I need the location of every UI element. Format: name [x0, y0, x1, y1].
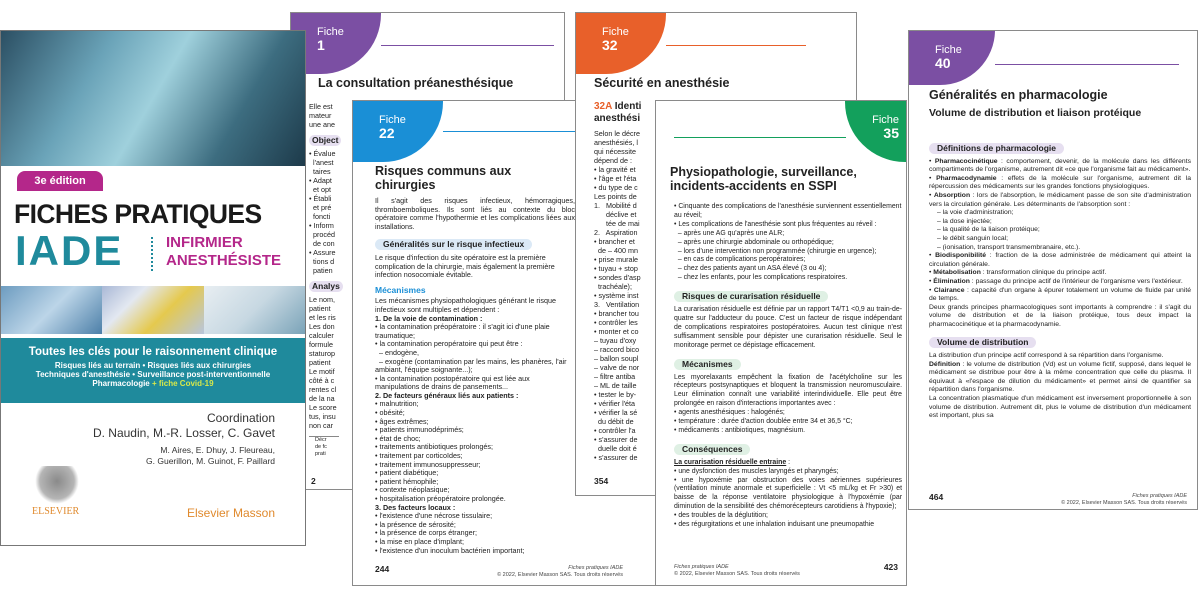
text-line: • Inform: [309, 221, 334, 230]
definition: : capacité d'un organe à épurer totalement un volume de fluide par unité de temps.: [929, 286, 1191, 303]
footer-book: Fiches pratiques IADE: [1132, 493, 1187, 499]
elsevier-tree-logo: [35, 466, 79, 504]
text-line: et les ris: [309, 313, 336, 322]
text-line: – ballon soupl: [594, 354, 639, 363]
text-line: procéd: [309, 230, 335, 239]
photo-operating-room: [1, 286, 102, 334]
text-line: • traitement immunosuppresseur;: [375, 459, 481, 469]
text-line: – raccord bico: [594, 345, 640, 354]
text-line: Les myorelaxants empêchent la fixation de l'acétylcholine sur les récepteurs postsynaptiques et bloquent la transmission neuromusculaire. Leur élimination connaît une variabilité interindividuelle. Elle peut être prolongée en raison d'interactions importantes avec :: [674, 373, 902, 408]
text-line: • vérifier la sé: [594, 408, 638, 417]
edition-badge: 3e édition: [17, 171, 103, 191]
page-title: Physiopathologie, surveillance, incidents-accidents en SSPI: [670, 165, 857, 193]
cover-title: FICHES PRATIQUES: [14, 199, 262, 229]
dotted-divider: [151, 237, 153, 271]
text-line: prati: [315, 451, 326, 457]
authors: G. Guerillon, M. Guinot, F. Paillard: [146, 456, 275, 466]
fiche-label: Fiche: [872, 114, 899, 126]
text-line: de con: [309, 239, 335, 248]
footer-copyright: © 2022, Elsevier Masson SAS. Tous droits réservés: [674, 571, 800, 577]
text-line: La distribution d'un principe actif correspond à sa répartition dans l'organisme.: [929, 352, 1164, 360]
coordinators: D. Naudin, M.-R. Losser, C. Gavet: [92, 426, 275, 440]
subtitle-line: ANESTHÉSISTE: [166, 252, 282, 269]
text-line: Les don: [309, 322, 335, 331]
footer-book: Fiches pratiques IADE: [568, 565, 623, 571]
text-line: Décr: [315, 437, 327, 443]
text-line: Selon le décre: [594, 129, 640, 138]
text-line: – chez les enfants, pour les complications respiratoires.: [674, 274, 848, 282]
text-line: La concentration plasmatique d'un médicament est inversement proportionnelle à son volume de distribution. Autrement dit, plus le volume de distribution d'un médicament est important, plus sa: [929, 395, 1191, 420]
page-footer: [463, 565, 623, 579]
fiche-label: Fiche: [379, 114, 406, 126]
text-line: – (ionisation, transport transmembranaire, etc.).: [937, 243, 1081, 251]
term: Pharmacocinétique: [934, 157, 998, 165]
text-line: – endogène,: [375, 347, 419, 357]
text-line: • s'assurer de: [594, 453, 638, 462]
text-line: • vérifier l'éta: [594, 399, 636, 408]
fiche-number: 22: [379, 125, 395, 141]
text-line: • une dysfonction des muscles laryngés et pharyngés;: [674, 467, 839, 475]
text-line: trachéale);: [594, 282, 632, 291]
band-line: Techniques d'anesthésie • Surveillance post-interventionnelle: [35, 370, 271, 379]
fiche-tab: [576, 12, 666, 74]
fiche-label: Fiche: [935, 44, 962, 56]
footer-copyright: © 2022, Elsevier Masson SAS. Tous droits réservés: [1061, 500, 1187, 506]
text-line: • patients immunodéprimés;: [375, 425, 464, 435]
page-number: 244: [375, 564, 390, 574]
text-line: – la voie d'administration;: [937, 209, 1014, 217]
text-line: • contrôler l'a: [594, 426, 636, 435]
text-line: • s'assurer de: [594, 435, 638, 444]
text-line: et pré: [309, 203, 332, 212]
definition-item: • Absorption : lors de l'absorption, le médicament passe de son site d'administration vers la circulation générale. Les déterminants de l'absorption sont :: [929, 191, 1191, 208]
section-heading: [594, 101, 641, 125]
publisher-name: Elsevier Masson: [186, 506, 275, 520]
text-line: • brancher tou: [594, 309, 639, 318]
definition: : le volume de distribution (Vd) est un volume fictif, supposé, dans lequel le médicament se distribue pour être à la même concentration que celle du plasma. Il équivaut à «l'espace de dilution du médicament» et permet ainsi de quantifier sa répartition dans l'organisme.: [929, 360, 1191, 394]
section-title: Identi: [614, 101, 642, 112]
band-line: Risques liés au terrain • Risques liés aux chirurgies: [54, 361, 252, 370]
text-line: • contexte néoplasique;: [375, 485, 450, 495]
text-line: [674, 459, 902, 468]
text-line: – la dose injectée;: [937, 217, 992, 225]
definition-item: • Pharmacodynamie : effets de la molécule sur l'organisme, autrement dit la répercussion des médicaments sur les grandes fonctions physiologiques.: [929, 174, 1191, 191]
text-line: 1. De la voie de contamination :: [375, 313, 483, 323]
fiche-tab: [353, 100, 443, 162]
section-heading: Analys: [309, 281, 343, 292]
text-line: • l'existence d'un inoculum bactérien important;: [375, 545, 525, 555]
text-line: côté à c: [309, 376, 335, 385]
text-line: • température : durée d'action doublée entre 34 et 36,5 °C;: [674, 418, 853, 426]
definition-item: • Pharmacocinétique : comportement, devenir, de la molécule dans les différents compartiments de l'organisme, autrement dit «ce que l'organisme fait au médicament».: [929, 157, 1191, 174]
text-line: l'anest: [309, 158, 334, 167]
band-title: Toutes les clés pour le raisonnement clinique: [28, 346, 278, 358]
text-line: • patient hémophile;: [375, 476, 439, 486]
section-heading: Conséquences: [674, 444, 750, 455]
header-rule: [666, 45, 806, 46]
text-line: rentes cl: [309, 385, 337, 394]
text-line: Deux grands principes pharmacologiques sont importants à comprendre : il s'agit du volume de distribution et de la liaison protéique, tous deux impact la pharmacocinétique et la pharmacodynamie.: [929, 303, 1191, 328]
fiche-number: 1: [317, 37, 325, 53]
text-line: • la présence de sérosité;: [375, 519, 456, 529]
section-heading: Définitions de pharmacologie: [929, 143, 1064, 154]
text-line: et opt: [309, 185, 331, 194]
text-line: • l'âge et l'éta: [594, 174, 637, 183]
text-line: dépend de :: [594, 156, 632, 165]
footer-book: Fiches pratiques IADE: [674, 564, 729, 570]
text-line: Le score: [309, 403, 337, 412]
cover-subtitle: [166, 234, 281, 270]
text-line: • âges extrêmes;: [375, 416, 429, 426]
term: Absorption: [933, 191, 971, 199]
subheading: Mécanismes: [375, 284, 426, 295]
text-line: • la contamination peropératoire qui peut être :: [375, 339, 523, 349]
page-body: [674, 203, 902, 530]
text-line: qui nécessite: [594, 147, 636, 156]
text-line: duelle doit é: [594, 444, 637, 453]
section-heading: Mécanismes: [674, 359, 741, 370]
text-line: • traitement par corticoïdes;: [375, 451, 463, 461]
text-line: – filtre antiba: [594, 372, 636, 381]
text-line: • contrôler les: [594, 318, 638, 327]
text-line: Le nom,: [309, 295, 335, 304]
text-line: taires: [309, 167, 331, 176]
text-line: • prise murale: [594, 255, 639, 264]
text-line: – lors d'une intervention non programmée (chirurgie en urgence);: [674, 247, 877, 255]
text-line: 1. Mobilité d: [594, 201, 637, 210]
page-title: Sécurité en anesthésie: [594, 76, 730, 90]
page-body: [929, 135, 1191, 421]
text-line: • obésité;: [375, 408, 405, 418]
text-line: Les points de: [594, 192, 637, 201]
band-line: [1, 379, 305, 388]
text-line: tions d: [309, 257, 335, 266]
photo-syringe: [204, 286, 305, 334]
text-line: • brancher et: [594, 237, 635, 246]
page-title: Risques communs aux chirurgies: [375, 164, 512, 192]
footer-copyright: © 2022, Elsevier Masson SAS. Tous droits réservés: [497, 572, 623, 578]
text-line: Elle est: [309, 102, 333, 111]
text-line: • traitements antibiotiques prolongés;: [375, 442, 493, 452]
text-line: • Assure: [309, 248, 336, 257]
text-line: – le débit sanguin local;: [937, 234, 1009, 242]
text-line: • tuyau + stop: [594, 264, 638, 273]
band-covid: + fiche Covid-19: [152, 379, 214, 388]
header-rule: [674, 137, 846, 138]
text-line: • la mise en place d'implant;: [375, 536, 464, 546]
coordination-block: [93, 411, 275, 467]
text-line: une ane: [309, 120, 335, 129]
text-line: • médicaments : antibiotiques, magnésium.: [674, 426, 806, 434]
definition: : lors de l'absorption, le médicament passe de son site d'administration vers la circulation générale. Les déterminants de l'absorption sont :: [929, 191, 1191, 208]
text-line: Le motif: [309, 367, 335, 376]
text-line: 2. Aspiration: [594, 228, 638, 237]
text-line: • Les complications de l'anesthésie sont plus fréquentes au réveil :: [674, 220, 877, 228]
text-line: • système inst: [594, 291, 639, 300]
text-line: de fc: [315, 444, 327, 450]
text-line: 2. De facteurs généraux liés aux patients :: [375, 390, 519, 400]
cover-photo-surgeons: [1, 31, 305, 166]
text-line: – tuyau d'oxy: [594, 336, 637, 345]
section-heading: Généralités sur le risque infectieux: [375, 239, 532, 250]
text-line: • malnutrition;: [375, 399, 419, 409]
text-line: de – 400 mn: [594, 246, 638, 255]
band-pharmacologie: Pharmacologie: [92, 379, 150, 388]
page-fiche-40: [908, 30, 1198, 510]
text-line: • du type de c: [594, 183, 638, 192]
text-line: patien: [309, 266, 333, 275]
text-line: • des régurgitations et une inhalation induisant une pneumopathie: [674, 521, 875, 529]
text-line: • patient diabétique;: [375, 468, 439, 478]
page-number: 423: [883, 562, 898, 572]
term: Métabolisation: [933, 269, 981, 277]
text-line: – valve de nor: [594, 363, 640, 372]
definition: : effets de la molécule sur l'organisme, autrement dit la répercussion des médicaments sur les grandes fonctions physiologiques.: [929, 174, 1191, 191]
authors: M. Aires, E. Dhuy, J. Fleureau,: [160, 445, 275, 455]
text-line: – la qualité de la liaison protéique;: [937, 226, 1040, 234]
text-line: • l'existence d'une nécrose tissulaire;: [375, 511, 493, 521]
coordination-label: Coordination: [206, 411, 275, 425]
text-line: • Évalue: [309, 149, 336, 158]
text-line: • Adapt: [309, 176, 332, 185]
section-heading: Object: [309, 135, 341, 146]
text-line: patient: [309, 358, 331, 367]
text-line: staturop: [309, 349, 335, 358]
text-line: – ML de taille: [594, 381, 637, 390]
cover-title-iade: IADE: [15, 227, 124, 274]
page-number: 2: [311, 476, 316, 486]
text-line: tus, insu: [309, 412, 336, 421]
text-line: • la contamination postopératoire qui est liée aux manipulations de drains de pansements...: [375, 373, 532, 392]
term: Définition: [929, 360, 961, 368]
definition-item: • Métabolisation : transformation clinique du principe actif.: [929, 269, 1107, 277]
text-line: 3. Ventilation: [594, 300, 640, 309]
text-line: tée de mai: [594, 219, 640, 228]
page-number: 354: [594, 476, 609, 486]
text-line: • la contamination préopératoire : il s'agit ici d'une plaie traumatique;: [375, 322, 552, 340]
fiche-number: 32: [602, 37, 618, 53]
section-code: 32A: [594, 101, 612, 112]
footnote: [309, 436, 339, 458]
text-line: du débit de: [594, 417, 634, 426]
text-line: calculer: [309, 331, 334, 340]
definition: : passage du principe actif de l'intérieur de l'organisme vers l'extérieur.: [969, 277, 1183, 285]
definition-item: • Biodisponibilité : fraction de la dose administrée de médicament qui atteint la circulation générale.: [929, 252, 1191, 268]
text-line: Le risque d'infection du site opératoire est la première complication de la chirurgie, mais également la première infection nosocomiale évitable.: [375, 252, 555, 280]
text-line: – exogène (contamination par les mains, les phanères, l'air ambiant, l'équipe soignante...);: [375, 356, 569, 375]
text-line: • la présence de corps étranger;: [375, 528, 478, 538]
page-footer: [674, 564, 834, 578]
text-line: déclive et: [594, 210, 637, 219]
fiche-tab: [845, 100, 907, 162]
section-heading: Volume de distribution: [929, 337, 1036, 348]
definition-item: • Clairance : capacité d'un organe à épurer totalement un volume de fluide par unité de temps.: [929, 286, 1191, 303]
header-rule: [381, 45, 554, 46]
term: Biodisponibilité: [935, 252, 987, 260]
page-title: Généralités en pharmacologie: [929, 88, 1108, 102]
text-line: 3. Des facteurs locaux :: [375, 502, 456, 512]
fiche-label: Fiche: [602, 26, 629, 38]
text-line: • une hypoxémie par obstruction des voies aériennes supérieures (ventilation minute anormale et superficielle : Vt <5 mL/kg et Fr >30) et baisse de la réponse ventilatoire physiologique à l'hypoxémie (par diminution de la sensibilité des chémorécepteurs carotidiens à l'hypoxie);: [674, 476, 902, 511]
elsevier-logo-text: ELSEVIER: [32, 506, 80, 517]
page-subtitle: Volume de distribution et liaison protéique: [929, 107, 1142, 119]
fiche-number: 35: [883, 125, 899, 141]
term: Pharmacodynamie: [936, 174, 997, 182]
text-line: • Cinquante des complications de l'anesthésie surviennent essentiellement au réveil;: [674, 203, 904, 219]
fiche-tab: [909, 30, 995, 85]
definition: : transformation clinique du principe actif.: [980, 269, 1107, 277]
page-number: 464: [929, 492, 944, 502]
text-line: La curarisation résiduelle est définie par un rapport T4/T1 <0,9 au train-de-quatre sur l'adducteur du pouce. C'est un facteur de risque indépendant de complications respiratoires postopératoires. Aucun test clinique n'est suffisamment sensible pour dépister une curarisation résiduelle. Seul le monitorage permet ce dépistage efficacement.: [674, 306, 902, 349]
definition-item: [929, 361, 1191, 395]
text-line: • agents anesthésiques : halogénés;: [674, 409, 785, 417]
text-line: mateur: [309, 111, 332, 120]
page-body: [594, 129, 656, 462]
term: Élimination: [933, 277, 970, 285]
page-footer: [1027, 493, 1187, 507]
text-line: – après une chirurgie abdominale ou orthopédique;: [674, 238, 834, 246]
text-line: – chez des patients ayant un ASA élevé (3 ou 4);: [674, 265, 827, 273]
cover-photo-strip: [1, 286, 305, 334]
page-body: [309, 102, 351, 458]
definition: : comportement, devenir, de la molécule dans les différents compartiments de l'organisme, autrement dit «ce que l'organisme fait au médicament».: [929, 157, 1191, 174]
text-line: • Établi: [309, 194, 332, 203]
cover-band: [1, 338, 305, 403]
colon: :: [786, 458, 791, 466]
text-line: non car: [309, 421, 333, 430]
text-line: anesthésiés, l: [594, 138, 638, 147]
bold-lead: La curarisation résiduelle entraine: [674, 458, 787, 466]
text-line: Il s'agit des risques infectieux, hémorragiques, thromboemboliques. Ils sont liés au contexte du bloc opératoire comme l'hypothermie et les complications liées aux installations.: [375, 196, 575, 231]
term: Clairance: [933, 286, 965, 294]
text-line: • des troubles de la déglutition;: [674, 512, 768, 520]
page-fiche-35: [655, 100, 907, 586]
text-line: formule: [309, 340, 333, 349]
fiche-number: 40: [935, 55, 951, 71]
text-line: • hospitalisation préopératoire prolongée.: [375, 494, 506, 503]
text-line: patient: [309, 304, 331, 313]
fiche-label: Fiche: [317, 26, 344, 38]
text-line: de la na: [309, 394, 335, 403]
subtitle-line: INFIRMIER: [166, 234, 243, 251]
definition-item: • Élimination : passage du principe actif de l'intérieur de l'organisme vers l'extérieur.: [929, 277, 1183, 285]
page-body: [375, 197, 575, 555]
book-cover: [0, 30, 306, 546]
section-heading: Risques de curarisation résiduelle: [674, 291, 828, 302]
text-line: – après une AG qu'après une ALR;: [674, 229, 785, 237]
section-title-cont: anesthési: [594, 113, 641, 124]
text-line: foncti: [309, 212, 331, 221]
text-line: • sondes d'asp: [594, 273, 641, 282]
text-line: Les mécanismes physiopathologiques générant le risque infectieux sont multiples et dépendent :: [375, 296, 556, 314]
text-line: • monter et co: [594, 327, 639, 336]
text-line: • état de choc;: [375, 433, 421, 443]
header-rule: [995, 64, 1179, 65]
definition: : fraction de la dose administrée de médicament qui atteint la circulation générale.: [929, 252, 1191, 268]
page-title: La consultation préanesthésique: [318, 76, 514, 90]
text-line: • la gravité et: [594, 165, 636, 174]
text-line: • tester le by-: [594, 390, 637, 399]
photo-equipment: [102, 286, 203, 334]
text-line: – en cas de complications peropératoires;: [674, 256, 806, 264]
